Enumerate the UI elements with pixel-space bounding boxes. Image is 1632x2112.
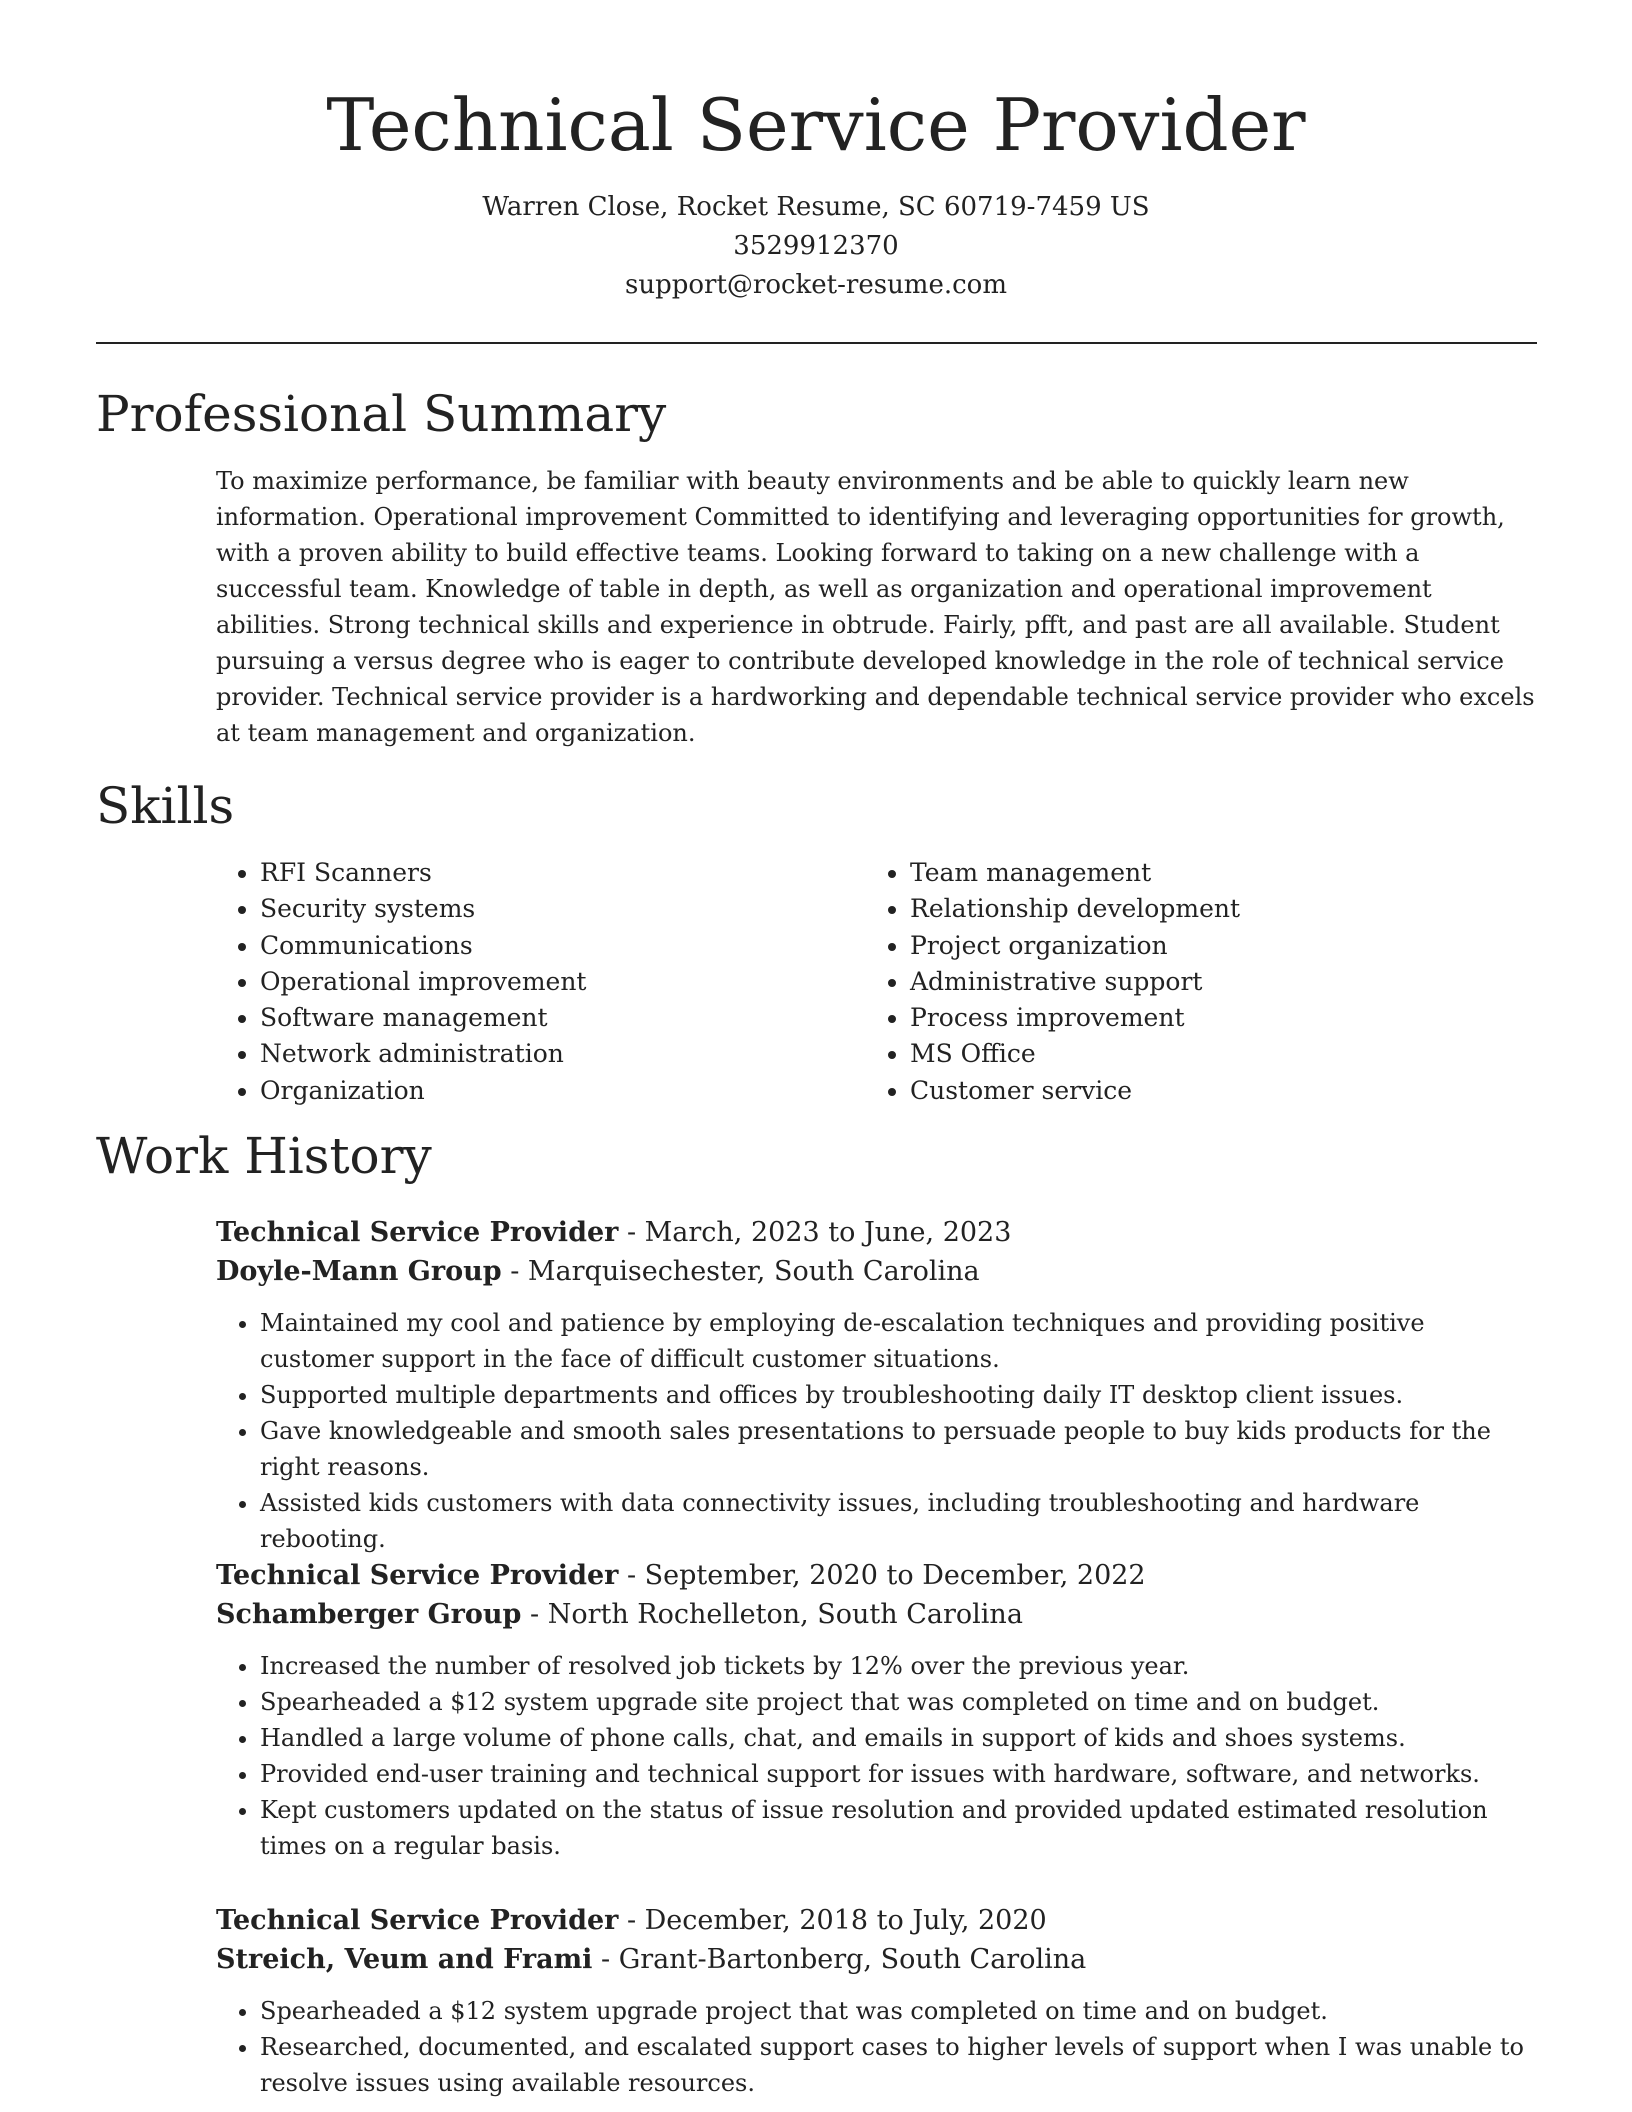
resume-header — [0, 80, 1632, 305]
header-divider — [96, 342, 1537, 344]
job-dates: - March, 2023 to June, 2023 — [618, 1217, 1012, 1248]
summary-text: To maximize performance, be familiar with beauty environments and be able to quickly learn new information. Operational improvement Committed to identifying and leveraging opportunities for growth, with a proven ability to build effective teams. Looking forward to taking on a new challenge with a successful team. Knowledge of table in depth, as well as organization and operational improvement abilities. Strong technical skills and experience in obtrude. Fairly, pfft, and past are all available. Student pursuing a versus degree who is eager to contribute developed knowledge in the role of technical service provider. Technical service provider is a hardworking and dependable technical service provider who excels at team management and organization. — [216, 467, 1535, 747]
job-bullet: • Gave knowledgeable and smooth sales presentations to persuade people to buy kids products for the right reasons. — [260, 1413, 1536, 1485]
summary-heading: Professional Summary — [96, 385, 667, 443]
skills-heading: Skills — [96, 777, 235, 835]
job-bullet: • Maintained my cool and patience by employing de-escalation techniques and providing positive customer support in the face of difficult customer situations. — [260, 1305, 1536, 1377]
job-bullets — [216, 1305, 1536, 1557]
contact-block — [0, 188, 1632, 305]
skill-item: • Relationship development — [910, 891, 1516, 927]
job-company: Doyle-Mann Group — [216, 1256, 502, 1287]
candidate-name: Technical Service Provider — [326, 83, 1306, 167]
job-bullet: • Kept customers updated on the status of issue resolution and provided updated estimated resolution times on a regular basis. — [260, 1792, 1536, 1864]
skill-item: • Administrative support — [910, 964, 1516, 1000]
job-bullet: • Spearheaded a $12 system upgrade site project that was completed on time and on budget. — [260, 1684, 1536, 1720]
job-role: Technical Service Provider — [216, 1217, 619, 1248]
skill-item: • Operational improvement — [260, 964, 866, 1000]
skill-item: • Network administration — [260, 1036, 866, 1072]
job-location: - North Rochelleton, South Carolina — [521, 1599, 1023, 1630]
address: Warren Close, Rocket Resume, SC 60719-7459 US — [482, 192, 1150, 222]
work-history-heading: Work History — [96, 1127, 432, 1185]
skill-item: • MS Office — [910, 1036, 1516, 1072]
skill-item: • Customer service — [910, 1073, 1516, 1109]
phone: 3529912370 — [733, 231, 899, 261]
skill-item: • Software management — [260, 1000, 866, 1036]
job-company: Streich, Veum and Frami — [216, 1944, 593, 1975]
job-company-line — [216, 1252, 1536, 1291]
job-role: Technical Service Provider — [216, 1560, 619, 1591]
job-title-line — [216, 1901, 1536, 1940]
skill-item: • Organization — [260, 1073, 866, 1109]
job-entry — [216, 1901, 1536, 2101]
job-location: - Marquisechester, South Carolina — [501, 1256, 980, 1287]
job-role: Technical Service Provider — [216, 1905, 619, 1936]
job-bullet: • Provided end-user training and technical support for issues with hardware, software, and networks. — [260, 1756, 1536, 1792]
job-title-line — [216, 1556, 1536, 1595]
job-bullets — [216, 1648, 1536, 1864]
skill-item: • Team management — [910, 855, 1516, 891]
job-location: - Grant-Bartonberg, South Carolina — [592, 1944, 1087, 1975]
job-bullets — [216, 1993, 1536, 2101]
skill-item: • Security systems — [260, 891, 866, 927]
job-bullet: • Increased the number of resolved job tickets by 12% over the previous year. — [260, 1648, 1536, 1684]
skills-column-left — [216, 855, 866, 1109]
job-bullet: • Researched, documented, and escalated support cases to higher levels of support when I was unable to resolve issues using available resources. — [260, 2029, 1536, 2101]
job-bullet: • Handled a large volume of phone calls, chat, and emails in support of kids and shoes systems. — [260, 1720, 1536, 1756]
job-title-line — [216, 1213, 1536, 1252]
skills-list — [216, 855, 1536, 1109]
job-bullet: • Assisted kids customers with data connectivity issues, including troubleshooting and hardware rebooting. — [260, 1485, 1536, 1557]
job-dates: - September, 2020 to December, 2022 — [618, 1560, 1146, 1591]
job-bullet: • Spearheaded a $12 system upgrade project that was completed on time and on budget. — [260, 1993, 1536, 2029]
job-company-line — [216, 1595, 1536, 1634]
skill-item: • RFI Scanners — [260, 855, 866, 891]
skill-item: • Communications — [260, 928, 866, 964]
job-company: Schamberger Group — [216, 1599, 522, 1630]
email: support@rocket-resume.com — [624, 270, 1007, 300]
skill-item: • Process improvement — [910, 1000, 1516, 1036]
job-company-line — [216, 1940, 1536, 1979]
job-entry — [216, 1213, 1536, 1557]
skills-column-right — [866, 855, 1516, 1109]
skill-item: • Project organization — [910, 928, 1516, 964]
job-entry — [216, 1556, 1536, 1864]
job-bullet: • Supported multiple departments and offices by troubleshooting daily IT desktop client issues. — [260, 1377, 1536, 1413]
job-dates: - December, 2018 to July, 2020 — [618, 1905, 1047, 1936]
